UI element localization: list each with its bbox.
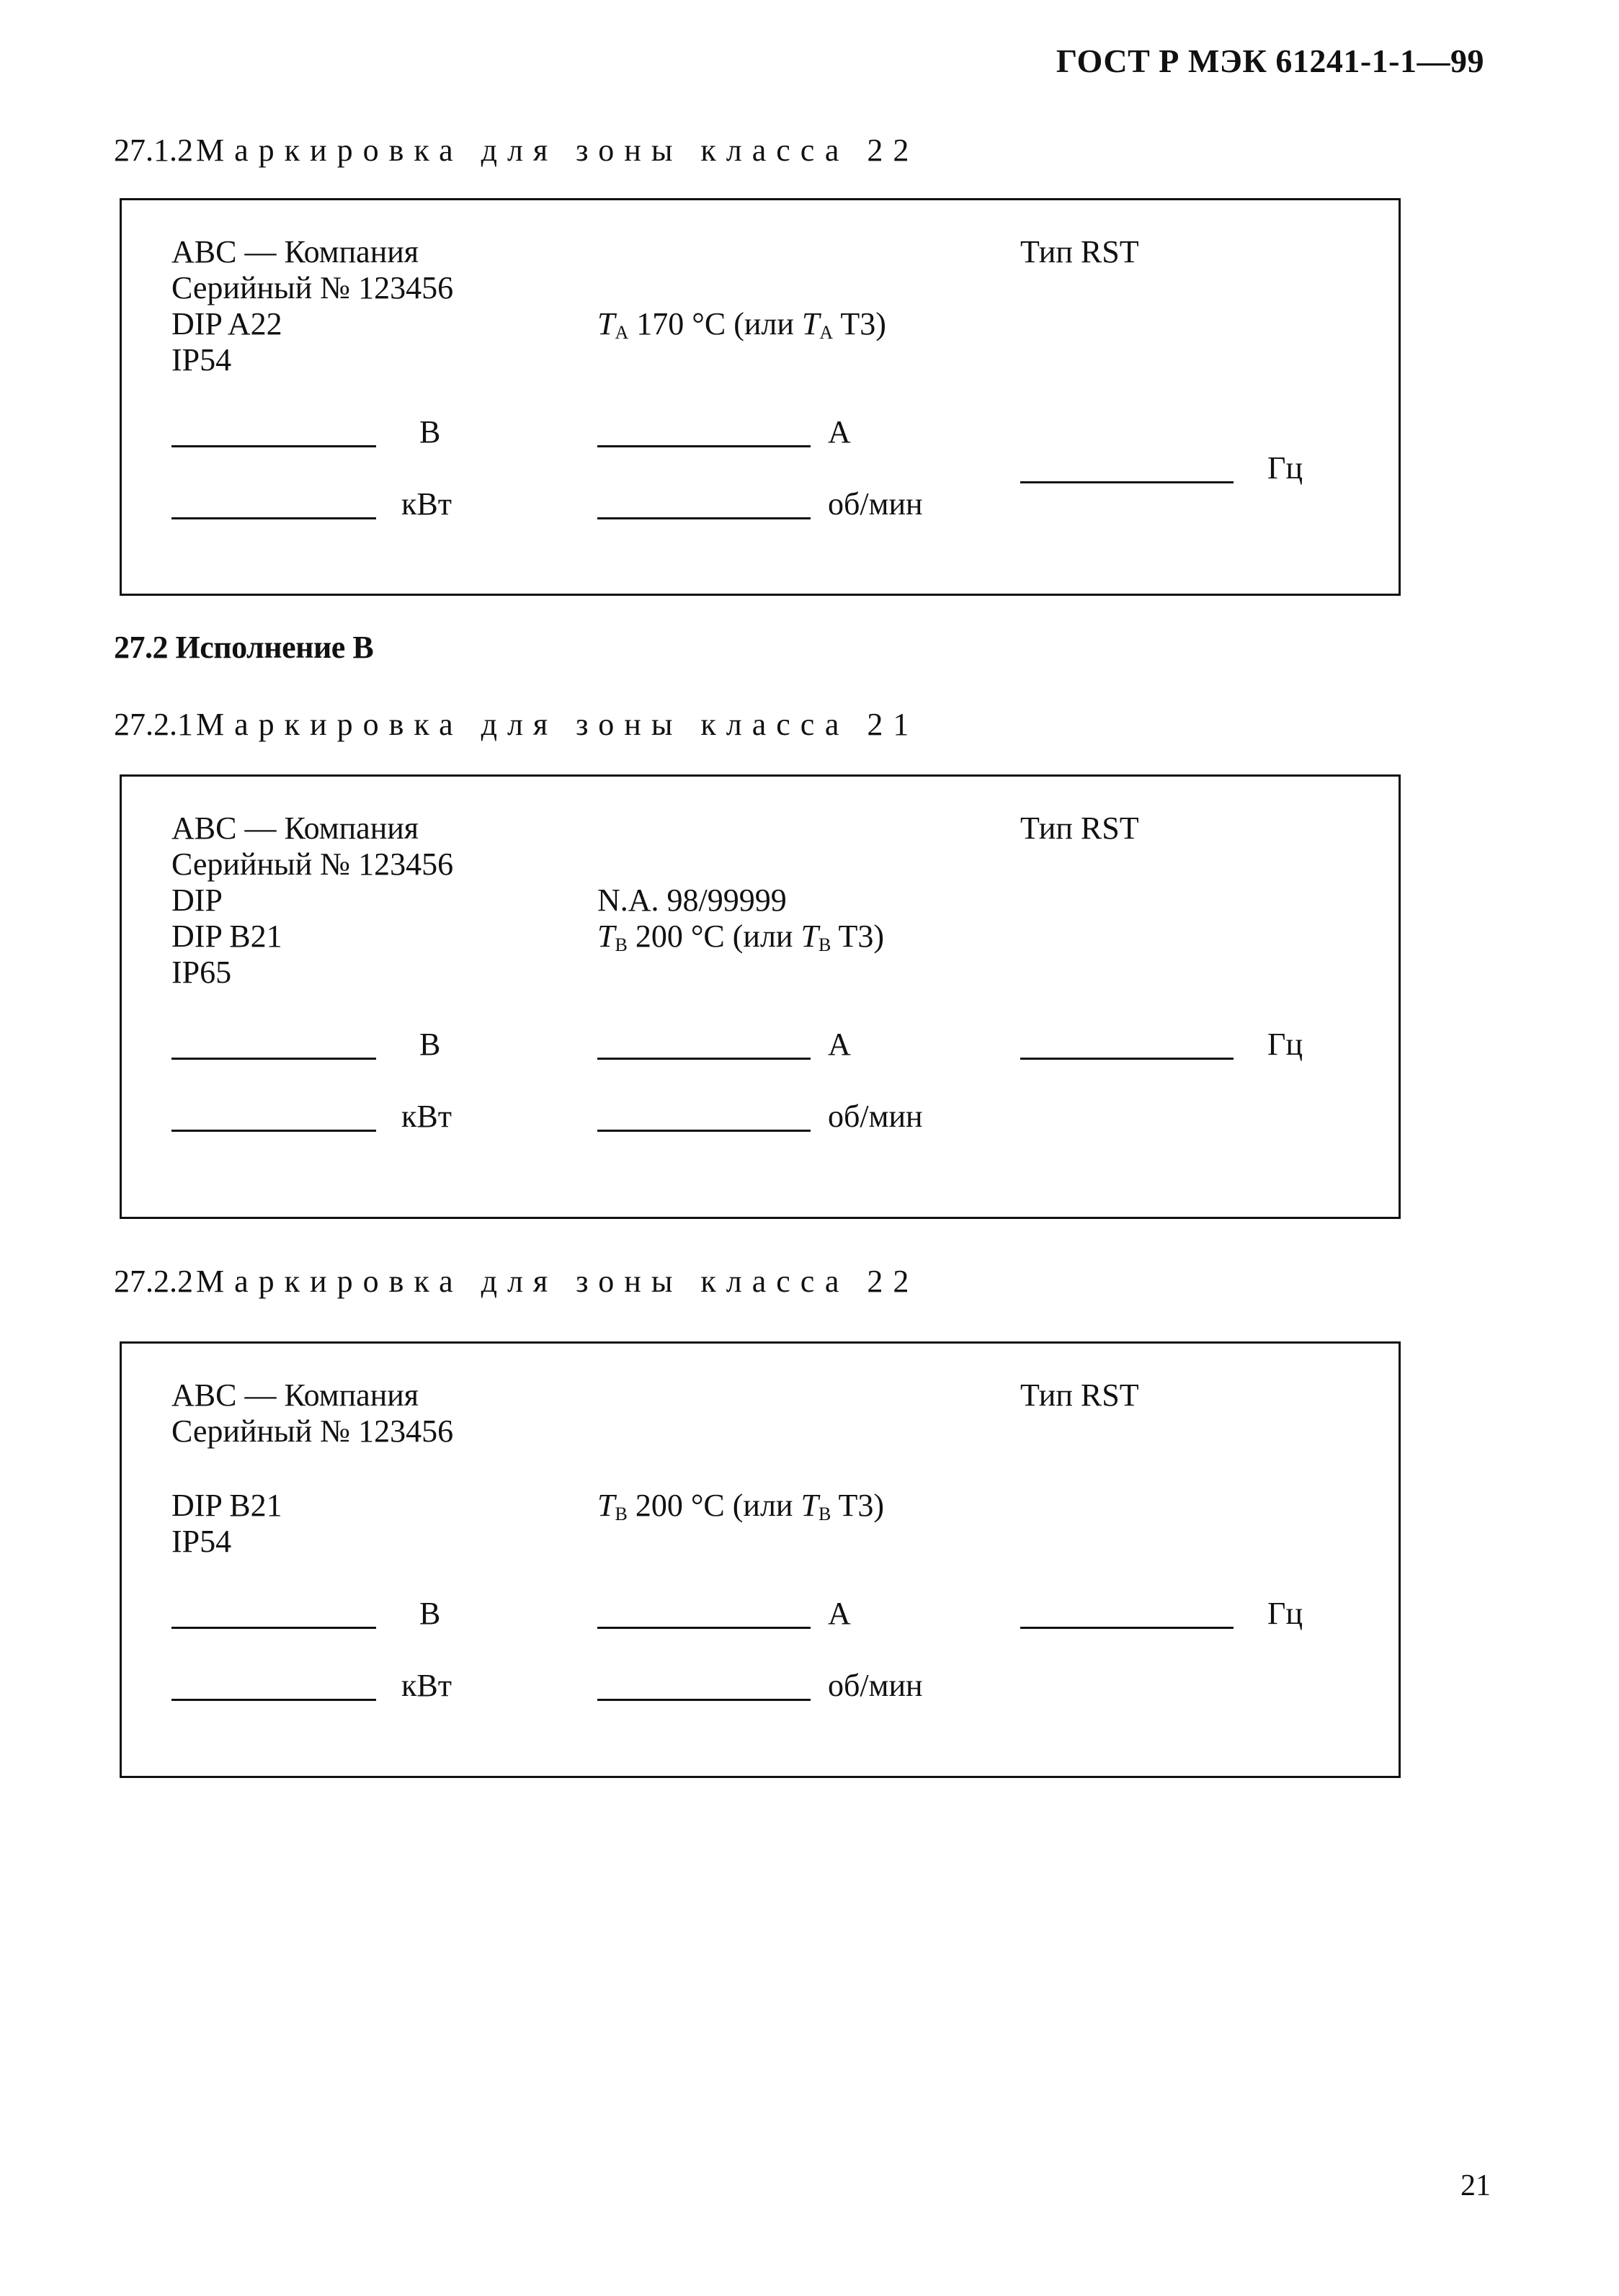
frequency-blank xyxy=(1020,1627,1234,1629)
power-unit: кВт xyxy=(401,1099,452,1134)
frequency-unit: Гц xyxy=(1267,1027,1303,1062)
section-title-27-2-1 xyxy=(114,706,919,743)
speed-unit: об/мин xyxy=(828,486,923,522)
company-name: ABC — Компания xyxy=(171,1377,419,1413)
ip-rating: IP65 xyxy=(171,955,232,990)
temp-symbol-2: T xyxy=(800,919,819,954)
current-unit: A xyxy=(828,414,851,450)
current-unit: A xyxy=(828,1596,851,1631)
current-blank xyxy=(597,1058,811,1060)
dip-code: DIP B21 xyxy=(171,919,282,954)
voltage-blank xyxy=(171,1058,376,1060)
voltage-blank xyxy=(171,1627,376,1629)
section-number: 27.2.1 xyxy=(114,707,193,742)
section-title-text: Маркировка для зоны класса 22 xyxy=(196,133,919,168)
certificate-number: N.A. 98/99999 xyxy=(597,883,787,918)
speed-unit: об/мин xyxy=(828,1668,923,1703)
speed-blank xyxy=(597,1699,811,1701)
temperature-rating xyxy=(597,1490,884,1524)
company-name: ABC — Компания xyxy=(171,810,419,846)
temp-subscript-2: B xyxy=(818,1504,831,1524)
temp-subscript-2: B xyxy=(818,934,831,955)
company-name: ABC — Компания xyxy=(171,234,419,269)
dip-label: DIP xyxy=(171,883,223,918)
temp-value: 200 °C (или xyxy=(635,1488,801,1523)
voltage-unit: B xyxy=(419,1596,441,1631)
temp-tail: T3) xyxy=(838,919,885,954)
frequency-unit: Гц xyxy=(1267,1596,1303,1631)
dip-code: DIP B21 xyxy=(171,1488,282,1523)
temp-symbol-2: T xyxy=(801,306,820,341)
temp-symbol: T xyxy=(597,919,615,954)
temp-symbol: T xyxy=(597,306,615,341)
voltage-unit: B xyxy=(419,414,441,450)
marking-plate-zone-21 xyxy=(120,774,1401,1219)
temp-tail: T3) xyxy=(840,306,886,341)
section-title-text: Маркировка для зоны класса 22 xyxy=(196,1264,919,1299)
current-blank xyxy=(597,445,811,447)
dip-code: DIP A22 xyxy=(171,306,282,341)
ip-rating: IP54 xyxy=(171,1524,232,1559)
serial-number: Серийный № 123456 xyxy=(171,847,454,882)
speed-blank xyxy=(597,517,811,519)
temp-tail: T3) xyxy=(838,1488,885,1523)
serial-number: Серийный № 123456 xyxy=(171,1413,454,1449)
speed-blank xyxy=(597,1130,811,1132)
temp-subscript: B xyxy=(615,934,628,955)
temp-subscript-2: A xyxy=(819,322,834,343)
frequency-blank xyxy=(1020,1058,1234,1060)
temp-subscript: B xyxy=(615,1504,628,1524)
current-blank xyxy=(597,1627,811,1629)
type-label: Тип RST xyxy=(1020,1377,1139,1413)
document-standard-header: ГОСТ Р МЭК 61241-1-1—99 xyxy=(1056,43,1484,79)
section-number: 27.2.2 xyxy=(114,1264,193,1299)
marking-plate-zone-22-b xyxy=(120,1341,1401,1778)
section-number: 27.1.2 xyxy=(114,133,193,168)
temperature-rating xyxy=(597,921,884,955)
power-blank xyxy=(171,517,376,519)
temp-subscript: A xyxy=(615,322,629,343)
power-blank xyxy=(171,1699,376,1701)
speed-unit: об/мин xyxy=(828,1099,923,1134)
section-title-27-2-2 xyxy=(114,1263,919,1300)
type-label: Тип RST xyxy=(1020,810,1139,846)
subsection-heading-27-2: 27.2 Исполнение B xyxy=(114,630,374,665)
power-unit: кВт xyxy=(401,486,452,522)
frequency-blank xyxy=(1020,481,1234,483)
temp-symbol-2: T xyxy=(800,1488,819,1523)
temp-value: 200 °C (или xyxy=(635,919,801,954)
temperature-rating xyxy=(597,308,886,342)
section-title-text: Маркировка для зоны класса 21 xyxy=(196,707,919,742)
page-number: 21 xyxy=(1460,2169,1491,2202)
type-label: Тип RST xyxy=(1020,234,1139,269)
current-unit: A xyxy=(828,1027,851,1062)
temp-value: 170 °C (или xyxy=(636,306,802,341)
power-unit: кВт xyxy=(401,1668,452,1703)
section-title-27-1-2 xyxy=(114,132,919,169)
voltage-blank xyxy=(171,445,376,447)
power-blank xyxy=(171,1130,376,1132)
serial-number: Серийный № 123456 xyxy=(171,270,454,305)
voltage-unit: B xyxy=(419,1027,441,1062)
ip-rating: IP54 xyxy=(171,342,232,378)
marking-plate-zone-22-a xyxy=(120,198,1401,596)
frequency-unit: Гц xyxy=(1267,450,1303,486)
temp-symbol: T xyxy=(597,1488,615,1523)
